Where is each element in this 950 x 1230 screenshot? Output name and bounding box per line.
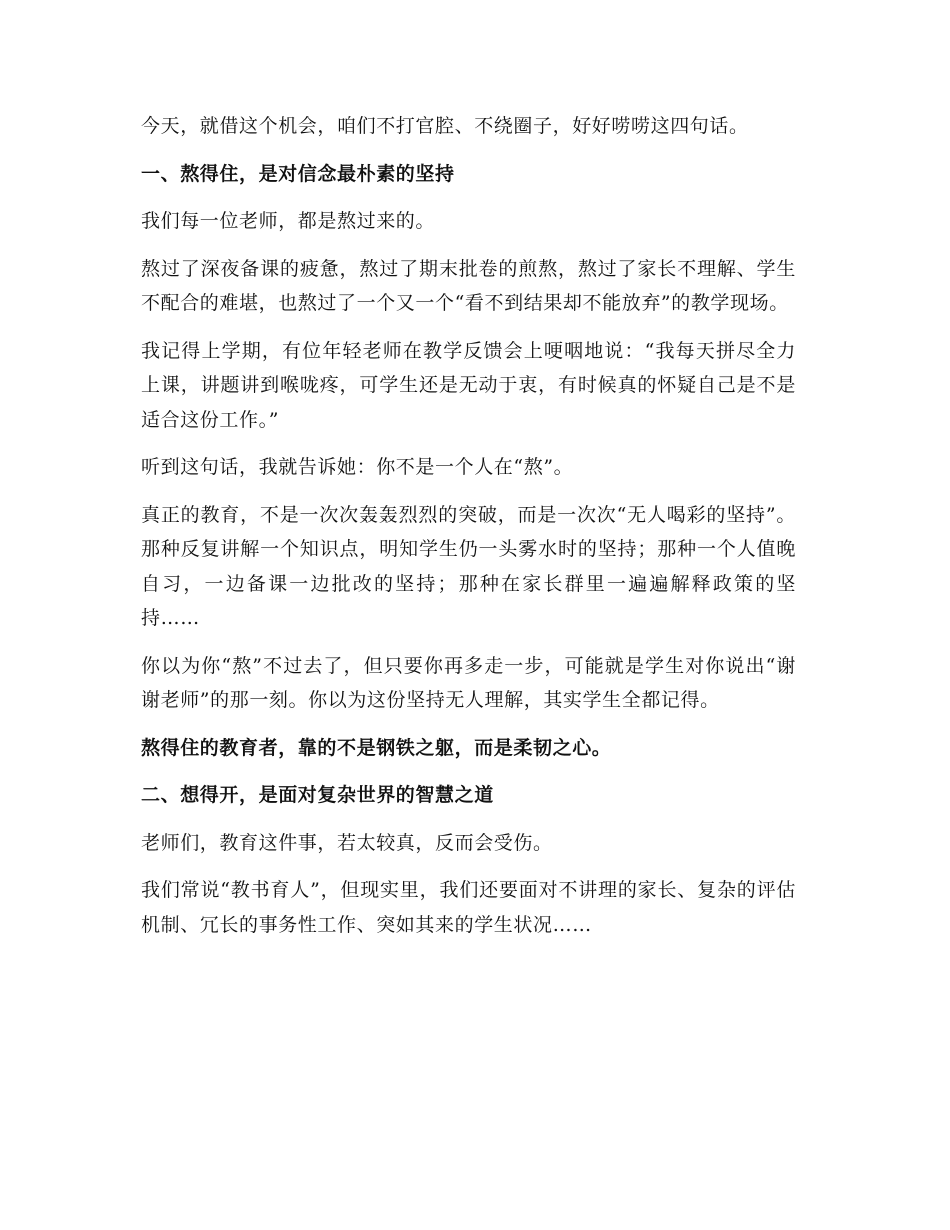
paragraph: 熬过了深夜备课的疲惫，熬过了期末批卷的煎熬，熬过了家长不理解、学生不配合的难堪，也熬过了一个又一个“看不到结果却不能放弃”的教学现场。 — [141, 257, 796, 314]
document-page — [141, 109, 796, 955]
paragraph: 我们常说“教书育人”，但现实里，我们还要面对不讲理的家长、复杂的评估机制、冗长的事务性工作、突如其来的学生状况…… — [141, 879, 796, 936]
paragraph: 我们每一位老师，都是熬过来的。 — [141, 210, 436, 232]
paragraph: 听到这句话，我就告诉她：你不是一个人在“熬”。 — [141, 456, 574, 478]
paragraph: 真正的教育，不是一次次轰轰烈烈的突破，而是一次次“无人喝彩的坚持”。那种反复讲解一个知识点，明知学生仍一头雾水时的坚持；那种一个人值晚自习，一边备课一边批改的坚持；那种在家长群里一遍遍解释政策的坚持…… — [141, 503, 796, 629]
paragraph: 我记得上学期，有位年轻老师在教学反馈会上哽咽地说：“我每天拼尽全力上课，讲题讲到喉咙疼，可学生还是无动于衷，有时候真的怀疑自己是不是适合这份工作。” — [141, 339, 796, 431]
paragraph: 老师们，教育这件事，若太较真，反而会受伤。 — [141, 831, 553, 854]
intro-paragraph: 今天，就借这个机会，咱们不打官腔、不绕圈子，好好唠唠这四句话。 — [141, 115, 749, 137]
section-heading-2: 二、想得开，是面对复杂世界的智慧之道 — [141, 784, 494, 806]
paragraph: 你以为你“熬”不过去了，但只要你再多走一步，可能就是学生对你说出“谢谢老师”的那一刻。你以为这份坚持无人理解，其实学生全都记得。 — [141, 654, 796, 711]
emphasis-line: 熬得住的教育者，靠的不是钢铁之躯，而是柔韧之心。 — [141, 736, 612, 759]
section-heading-1: 一、熬得住，是对信念最朴素的坚持 — [141, 162, 455, 185]
